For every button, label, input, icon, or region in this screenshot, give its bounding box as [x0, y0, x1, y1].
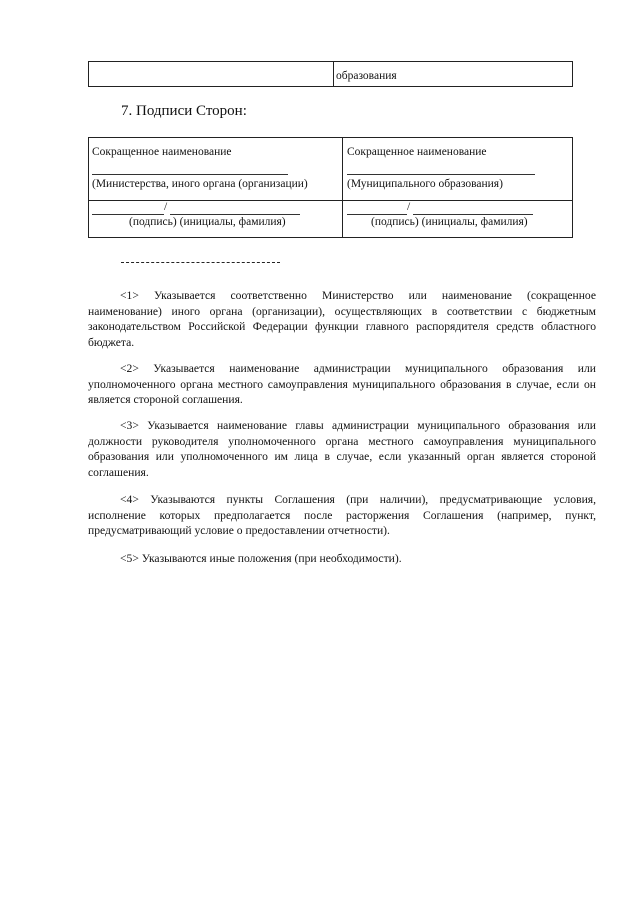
right-signature-line — [347, 214, 407, 215]
left-party-name-line — [92, 174, 288, 175]
left-party-subtitle: (Министерства, иного органа (организации) — [92, 178, 308, 190]
footnote-separator — [121, 262, 280, 263]
right-signature-caption: (подпись) (инициалы, фамилия) — [371, 216, 528, 228]
top-table-right-cell: образования — [336, 70, 397, 82]
left-initials-line — [170, 214, 300, 215]
signatures-table-column-divider — [342, 138, 343, 237]
section-title: 7. Подписи Сторон: — [121, 103, 247, 119]
right-party-heading: Сокращенное наименование — [347, 146, 487, 158]
right-initials-line — [413, 214, 533, 215]
footnote-4: <4> Указываются пункты Соглашения (при наличии), предусматривающие условия, исполнение которых предполагается после расторжения Соглашения (например, пункт, предусматривающий условие о предоставлении отчетности). — [88, 493, 596, 538]
top-table-fragment — [88, 61, 573, 87]
left-party-heading: Сокращенное наименование — [92, 146, 232, 158]
signatures-table — [88, 137, 573, 238]
footnote-2: <2> Указывается наименование администрации муниципального образования или уполномоченного органа местного самоуправления муниципального образования в случае, если он является стороной соглашения. — [88, 362, 596, 407]
top-table-left-cell — [89, 62, 334, 86]
footnote-3: <3> Указывается наименование главы администрации муниципального образования или должности руководителя уполномоченного органа местного самоуправления муниципального образования или уполномоченного им лица в случае, если указанный орган является стороной соглашения. — [88, 419, 596, 479]
signatures-table-row-divider — [89, 200, 572, 201]
footnote-1: <1> Указывается соответственно Министерство или наименование (сокращенное наименование) иного органа (организации), осуществляющих в соответствии с бюджетным законодательством Российской Федерации функции главного распорядителя средств областного бюджета. — [88, 289, 596, 349]
left-signature-caption: (подпись) (инициалы, фамилия) — [129, 216, 286, 228]
right-party-name-line — [347, 174, 535, 175]
left-signature-slash: / — [164, 201, 168, 213]
footnote-5: <5> Указываются иные положения (при необходимости). — [120, 552, 402, 565]
right-signature-slash: / — [407, 201, 411, 213]
right-party-subtitle: (Муниципального образования) — [347, 178, 503, 190]
left-signature-line — [92, 214, 164, 215]
